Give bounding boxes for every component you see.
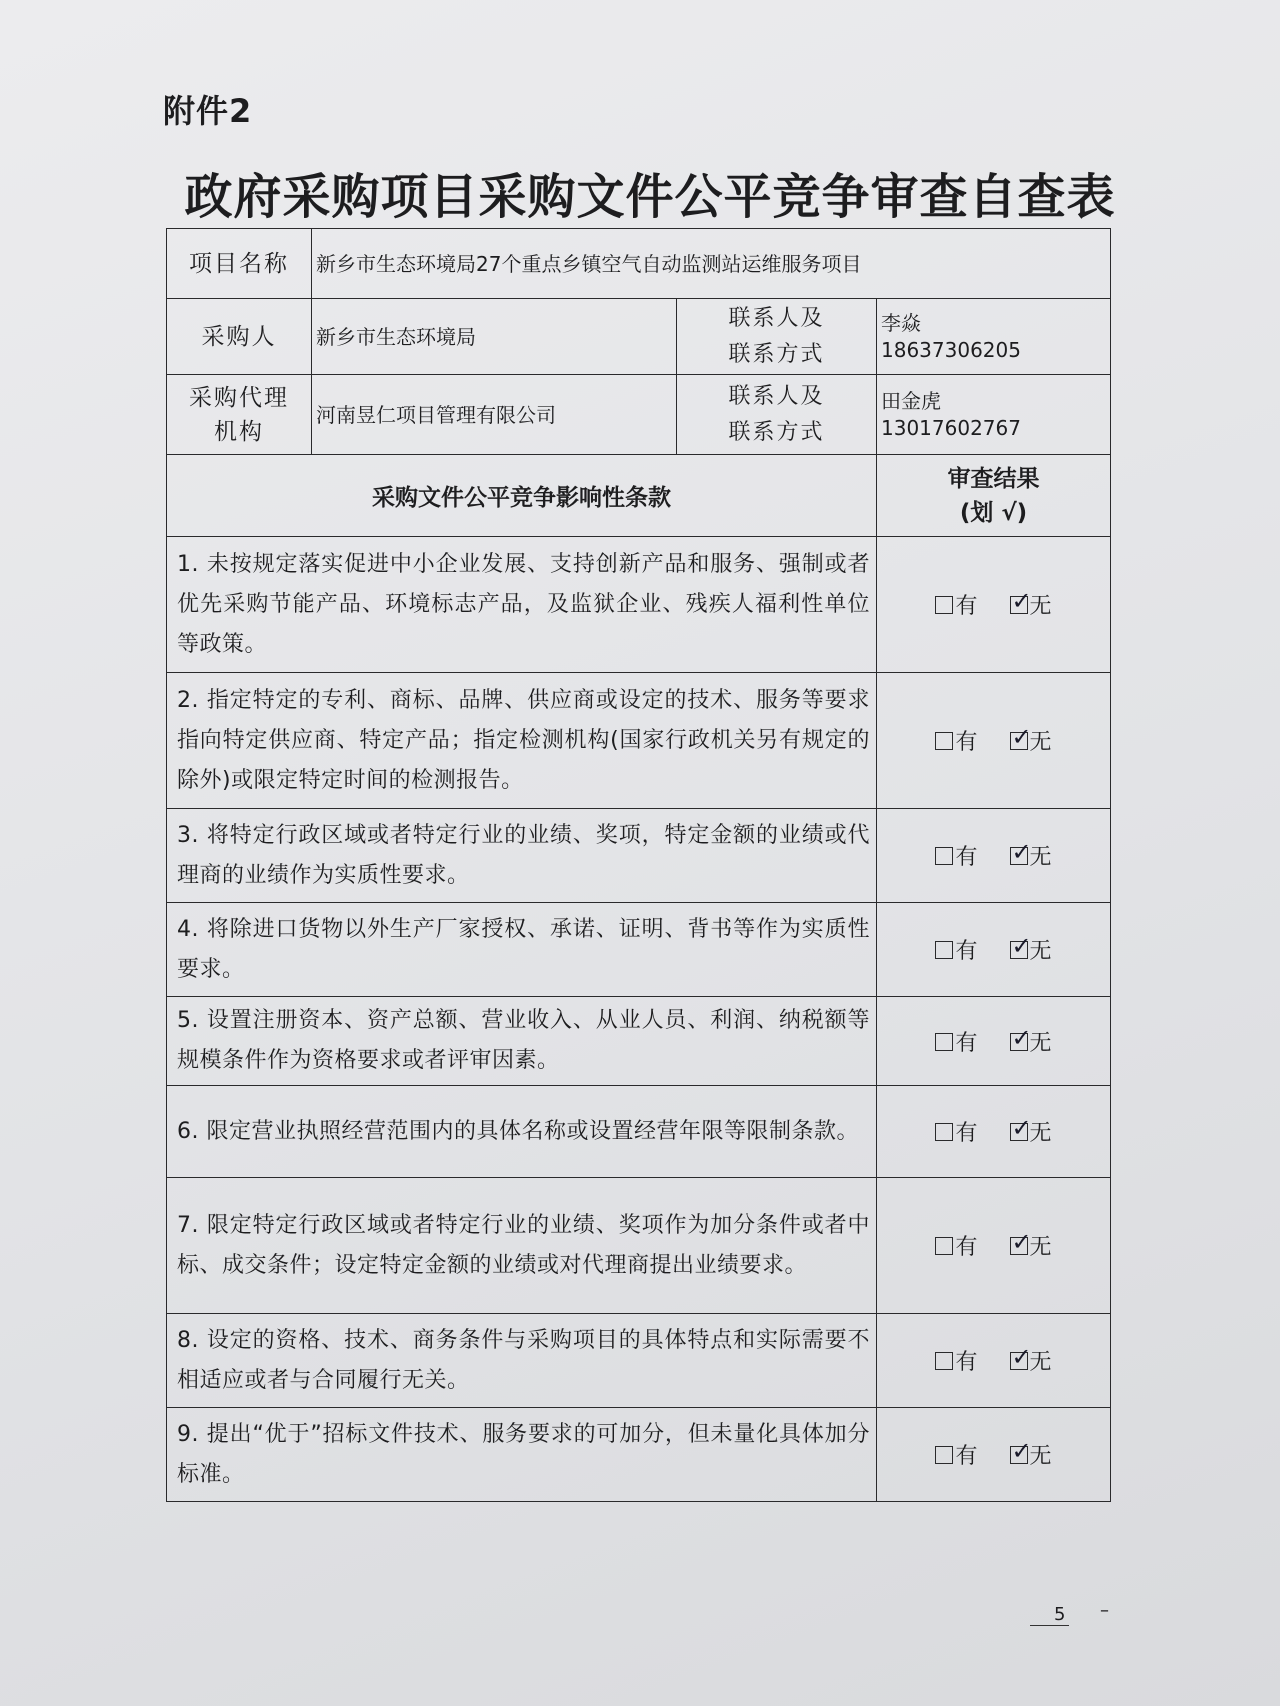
checkmark-icon: ✓ — [1011, 1114, 1032, 1142]
self-check-table — [166, 228, 1111, 1502]
purchaser-contact-label — [677, 299, 877, 375]
option-yes-label: 有 — [955, 1444, 978, 1469]
result-cell — [877, 809, 1111, 903]
contact-label-line1: 联系人及 — [728, 305, 825, 331]
checkbox-no[interactable] — [1010, 1437, 1032, 1465]
checkbox-yes[interactable] — [935, 1352, 953, 1370]
checkbox-yes[interactable] — [935, 1033, 953, 1051]
option-no-label: 无 — [1029, 939, 1052, 964]
result-cell — [877, 997, 1111, 1086]
purchaser-row — [167, 299, 1111, 375]
checkmark-icon: ✓ — [1011, 838, 1032, 866]
option-yes-label: 有 — [955, 1235, 978, 1260]
clause-text: 5. 设置注册资本、资产总额、营业收入、从业人员、利润、纳税额等规模条件作为资格要求或者评审因素。 — [167, 997, 877, 1086]
clause-text: 6. 限定营业执照经营范围内的具体名称或设置经营年限等限制条款。 — [167, 1086, 877, 1178]
clause-row — [167, 673, 1111, 809]
page-number: 5 — [1030, 1604, 1069, 1626]
clause-text: 8. 设定的资格、技术、商务条件与采购项目的具体特点和实际需要不相适应或者与合同履行无关。 — [167, 1314, 877, 1408]
checkbox-no[interactable] — [1010, 723, 1032, 751]
agency-contact-label — [677, 375, 877, 455]
option-yes-label: 有 — [955, 845, 978, 870]
result-header-line2: (划 √) — [959, 499, 1028, 526]
agency-value: 河南昱仁项目管理有限公司 — [312, 375, 677, 455]
checkbox-yes[interactable] — [935, 941, 953, 959]
clause-text: 9. 提出“优于”招标文件技术、服务要求的可加分，但未量化具体加分标准。 — [167, 1408, 877, 1502]
clause-text: 2. 指定特定的专利、商标、品牌、供应商或设定的技术、服务等要求指向特定供应商、特定产品；指定检测机构(国家行政机关另有规定的除外)或限定特定时间的检测报告。 — [167, 673, 877, 809]
agency-label — [167, 375, 312, 455]
project-name-value: 新乡市生态环境局27个重点乡镇空气自动监测站运维服务项目 — [312, 229, 1111, 299]
result-cell — [877, 537, 1111, 673]
option-no-label: 无 — [1029, 730, 1052, 755]
checkmark-icon: ✓ — [1011, 587, 1032, 615]
option-no-label: 无 — [1029, 1121, 1052, 1146]
checkbox-no[interactable] — [1010, 838, 1032, 866]
contact-phone: 13017602767 — [881, 415, 1021, 440]
option-no-label: 无 — [1029, 1030, 1052, 1056]
purchaser-label: 采购人 — [167, 299, 312, 375]
clause-row — [167, 1314, 1111, 1408]
project-row — [167, 229, 1111, 299]
clause-text: 3. 将特定行政区域或者特定行业的业绩、奖项，特定金额的业绩或代理商的业绩作为实质性要求。 — [167, 809, 877, 903]
option-yes[interactable] — [935, 934, 977, 965]
option-no-label: 无 — [1029, 594, 1052, 619]
option-no-label: 无 — [1029, 1235, 1052, 1260]
result-cell — [877, 673, 1111, 809]
option-no[interactable] — [1010, 1345, 1052, 1376]
contact-phone: 18637306205 — [881, 337, 1021, 362]
checkbox-no[interactable] — [1010, 932, 1032, 960]
checkbox-no[interactable] — [1010, 1228, 1032, 1256]
result-cell — [877, 1314, 1111, 1408]
clause-text: 4. 将除进口货物以外生产厂家授权、承诺、证明、背书等作为实质性要求。 — [167, 903, 877, 997]
option-yes-label: 有 — [955, 1030, 978, 1056]
option-yes[interactable] — [935, 840, 977, 871]
option-no-label: 无 — [1029, 845, 1052, 870]
result-header — [877, 455, 1111, 537]
result-cell — [877, 1408, 1111, 1502]
contact-label-line1: 联系人及 — [728, 383, 825, 409]
option-no[interactable] — [1010, 1023, 1052, 1057]
checkmark-icon: ✓ — [1011, 1343, 1032, 1371]
clause-text: 1. 未按规定落实促进中小企业发展、支持创新产品和服务、强制或者优先采购节能产品、环境标志产品，及监狱企业、残疾人福利性单位等政策。 — [167, 537, 877, 673]
option-yes-label: 有 — [955, 730, 978, 755]
checkbox-yes[interactable] — [935, 1123, 953, 1141]
agency-contact-value — [877, 375, 1111, 455]
option-yes[interactable] — [935, 1439, 977, 1470]
option-no[interactable] — [1010, 589, 1052, 620]
header-row — [167, 455, 1111, 537]
checkmark-icon: ✓ — [1011, 932, 1032, 960]
checkbox-yes[interactable] — [935, 596, 953, 614]
clause-text: 7. 限定特定行政区域或者特定行业的业绩、奖项作为加分条件或者中标、成交条件；设定特定金额的业绩或对代理商提出业绩要求。 — [167, 1178, 877, 1314]
agency-label-line1: 采购代理 — [189, 384, 289, 411]
checkmark-icon: ✓ — [1011, 1023, 1032, 1052]
clause-row — [167, 1086, 1111, 1178]
option-no-label: 无 — [1029, 1444, 1052, 1469]
option-yes[interactable] — [935, 1026, 977, 1057]
checkbox-no[interactable] — [1010, 1343, 1032, 1371]
contact-label-line2: 联系方式 — [728, 341, 825, 367]
option-yes[interactable] — [935, 1230, 977, 1261]
option-no[interactable] — [1010, 840, 1052, 871]
clause-row — [167, 1178, 1111, 1314]
option-yes-label: 有 — [955, 594, 978, 619]
result-cell — [877, 1086, 1111, 1178]
option-yes[interactable] — [935, 1116, 977, 1147]
checkbox-yes[interactable] — [935, 1446, 953, 1464]
clause-row — [167, 1408, 1111, 1502]
checkbox-no[interactable] — [1010, 1114, 1032, 1142]
option-no[interactable] — [1010, 1116, 1052, 1147]
option-no[interactable] — [1010, 934, 1052, 965]
option-no-label: 无 — [1029, 1350, 1052, 1375]
result-cell — [877, 903, 1111, 997]
contact-name: 田金虎 — [881, 388, 941, 413]
result-header-line1: 审查结果 — [947, 465, 1040, 492]
checkmark-icon: ✓ — [1011, 723, 1032, 751]
clause-row — [167, 903, 1111, 997]
project-name-label: 项目名称 — [167, 229, 312, 299]
clause-row — [167, 537, 1111, 673]
result-cell — [877, 1178, 1111, 1314]
option-no[interactable] — [1010, 1439, 1052, 1470]
agency-label-line2: 机构 — [214, 418, 264, 445]
checkmark-icon: ✓ — [1011, 1228, 1032, 1256]
page-suffix: – — [1100, 1600, 1109, 1621]
clause-row — [167, 809, 1111, 903]
clause-row — [167, 997, 1111, 1086]
contact-label-line2: 联系方式 — [728, 419, 825, 445]
checkbox-yes[interactable] — [935, 1237, 953, 1255]
checkbox-yes[interactable] — [935, 847, 953, 865]
option-yes[interactable] — [935, 589, 977, 620]
agency-row — [167, 375, 1111, 455]
option-yes[interactable] — [935, 725, 977, 756]
purchaser-value: 新乡市生态环境局 — [312, 299, 677, 375]
checkbox-no[interactable] — [1010, 1023, 1032, 1052]
checkmark-icon: ✓ — [1011, 1437, 1032, 1465]
option-no[interactable] — [1010, 725, 1052, 756]
clause-list — [167, 537, 1111, 1502]
checkbox-no[interactable] — [1010, 587, 1032, 615]
purchaser-contact-value — [877, 299, 1111, 375]
option-no[interactable] — [1010, 1230, 1052, 1261]
document-title: 政府采购项目采购文件公平竞争审查自查表 — [184, 169, 1116, 225]
option-yes[interactable] — [935, 1345, 977, 1376]
checkbox-yes[interactable] — [935, 732, 953, 750]
option-yes-label: 有 — [955, 1121, 978, 1146]
clauses-header: 采购文件公平竞争影响性条款 — [167, 455, 877, 537]
option-yes-label: 有 — [955, 939, 978, 964]
option-yes-label: 有 — [955, 1350, 978, 1375]
contact-name: 李焱 — [881, 310, 921, 335]
attachment-label: 附件2 — [163, 92, 253, 130]
